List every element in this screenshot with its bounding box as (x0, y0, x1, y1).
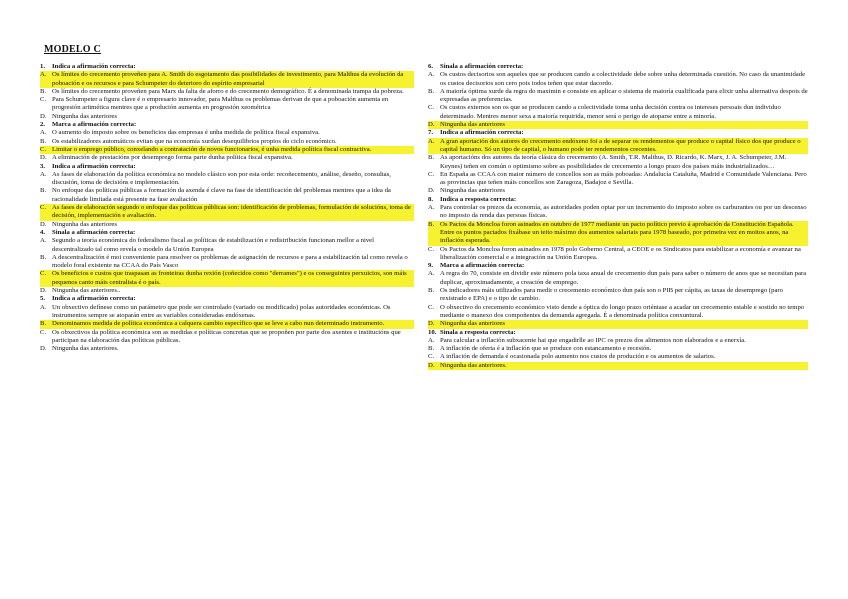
option-letter: C. (40, 204, 52, 221)
answer-option (40, 345, 414, 353)
option-letter: B. (428, 154, 435, 162)
question-number: 3. (40, 162, 46, 170)
option-text: Os límites do crecemento proveñen para Marx da falta de aforro e do crecemento demográfico. É a denominada trampa da pobreza. (52, 87, 404, 95)
option-letter: D. (40, 112, 47, 120)
option-letter: A. (428, 138, 440, 155)
option-letter: A. (40, 170, 47, 178)
option-text: Denominamos medida de política económica a calquera cambio específico que se leve a cabo nun determinado instrumento. (52, 320, 414, 328)
option-text: Segundo a teoría económica do federalismo fiscal as políticas de estabilización e redistribución funcionan mellor a nivel descentralizado tal como revela o modelo da Unión Europea (52, 237, 375, 253)
option-text: Os Pactos da Moncloa foron asinados en 1978 polo Goberno Central, a CEOE e os Sindicatos para estabilizar a economía e avanzar na liberalización comercial e a integración na Unión Europea. (440, 245, 801, 261)
question-heading (40, 295, 414, 303)
question-item (40, 163, 414, 229)
option-letter: A. (40, 129, 47, 137)
option-text: O aumento do imposto sobre os beneficios das empresas é unha medida de política fiscal expansiva. (52, 129, 320, 137)
question-item (40, 63, 414, 121)
answer-option (40, 171, 414, 188)
question-prompt: Indica a afirmación correcta: (52, 162, 136, 170)
question-heading (40, 121, 414, 129)
answer-option (428, 345, 808, 353)
answer-option (428, 353, 808, 361)
option-text: A eliminación de prestacións por desemprego forma parte dunha política fiscal expansiva. (52, 154, 293, 162)
answer-option (40, 304, 414, 321)
answer-option-highlighted (40, 71, 414, 88)
answer-option (40, 88, 414, 96)
option-text: A descentralización é moi conveniente para resolver os problemas de asignación de recursos e para a estabilización tal como revela o modelo foral existente na CCAA do País Vasco (52, 253, 408, 270)
answer-option (428, 246, 808, 263)
answer-option-highlighted (40, 146, 414, 154)
option-letter: A. (428, 204, 435, 212)
question-number: 8. (428, 195, 434, 203)
option-letter: C. (40, 328, 47, 336)
answer-option-highlighted (428, 138, 808, 155)
question-heading (428, 329, 808, 337)
option-letter: B. (428, 345, 435, 353)
option-letter: A. (428, 71, 435, 79)
answer-option (428, 204, 808, 221)
option-text: As fases de elaboración da política económica no modelo clásico son por esta orde: recoñecemento, análise, deseño, consultas, discusión, toma de decisións e implementación. (52, 170, 391, 187)
question-number: 6. (428, 63, 434, 70)
question-item (428, 196, 808, 262)
option-text: Un obxectivo defínese como un parámetro que pode ser controlado (variado ou modificado) polas autoridades económicas. Os instrumentos sempre se atoparán entre as variables consideradas endóxenas. (52, 303, 391, 319)
question-prompt: Indica a afirmación correcta: (52, 295, 136, 303)
question-item (428, 63, 808, 129)
option-letter: A. (40, 237, 47, 245)
option-text: No enfoque das políticas públicas a formación da axenda é clave na fase de identificación del problemas mentres que a idea da racionalidade limitada está presente na fase avaliación (52, 187, 391, 203)
option-letter: A. (428, 336, 435, 344)
option-text: O obxectivo do crecemento económico visto dende a óptica do longo prazo oriéntase a acadar un crecemento estable e sostido no tempo mediante o manexo dos compoñentes da demanda agregada. É a denominada política conxuntural. (440, 303, 805, 319)
question-number: 2. (40, 121, 46, 129)
option-letter: B. (40, 320, 52, 328)
question-prompt: Marca a afirmación correcta: (440, 262, 525, 270)
question-prompt: Indica a afirmación correcta: (440, 129, 524, 137)
answer-option (428, 104, 808, 121)
option-text: Para calcular a inflación subxacente hai que engadirlle ao IPC os prezos dos alimentos non elaborados e a enerxía. (440, 336, 746, 344)
option-text: Ningunha das anteriores (440, 320, 808, 328)
answer-option (428, 88, 808, 105)
option-letter: C. (40, 96, 47, 104)
option-text: Limitar o emprego público, conxelando a contratación de novos funcionarios, é unha medida política fiscal contractiva. (52, 146, 414, 154)
question-item (428, 129, 808, 195)
question-item (40, 295, 414, 353)
question-prompt: Indica a afirmación correcta: (52, 63, 136, 70)
option-letter: C. (428, 104, 435, 112)
option-text: Os custos externos son os que se producen cando a colectividade toma unha decisión contra os intereses persoais dun individuo determinado. Mentres menor sexa a maioría requirida, menor será o perigo de atoparse entre a minoría. (440, 104, 781, 120)
answer-option (40, 237, 414, 254)
question-number: 1. (40, 63, 46, 70)
option-letter: B. (40, 87, 47, 95)
answer-option (428, 337, 808, 345)
answer-option (428, 154, 808, 171)
option-letter: C. (40, 270, 52, 287)
question-heading (40, 163, 414, 171)
option-letter: C. (428, 303, 435, 311)
question-prompt: Sinala a resposta correcta: (440, 328, 516, 336)
answer-option-highlighted (40, 320, 414, 328)
option-text: A maioría óptima xurde da regra do maximin e consiste en aplicar o sistema de maioría cualificada para elixir unha alternativa despois de expresadas as preferencias. (440, 87, 808, 104)
option-letter: B. (40, 137, 47, 145)
answer-option (428, 71, 808, 88)
question-heading (40, 63, 414, 71)
question-prompt: Indica a resposta correcta: (440, 195, 517, 203)
question-prompt: Sinala a afirmación correcta: (52, 228, 136, 236)
option-letter: B. (40, 253, 47, 261)
option-letter: A. (40, 71, 52, 88)
question-heading (428, 129, 808, 137)
option-letter: D. (40, 154, 47, 162)
question-number: 4. (40, 228, 46, 236)
option-text: Para Schumpeter a figura clave é o empresario innovador, para Malthus os problemas derivan de que a poboación aumenta en progresión aritmética mentres que a produción aumenta en progresión xeométrica (52, 96, 389, 112)
option-letter: D. (40, 345, 47, 353)
answer-option (428, 270, 808, 287)
option-text: Ningunha das anteriores (52, 112, 117, 120)
question-prompt: Marca a afirmación correcta: (52, 121, 137, 129)
option-text: Os Pactos da Moncloa foron asinados en outubro de 1977 mediante un pacto político previo á aprobación da Constitución Española. Entre os puntos pactados fixábase un teito máximo dos aumentos salariais para 1978 baseado, por primeira vez en moitos anos, na inflación esperada. (440, 221, 808, 246)
option-letter: A. (428, 270, 435, 278)
answer-option-highlighted (428, 221, 808, 246)
option-letter: C. (428, 353, 435, 361)
answer-option-highlighted (40, 270, 414, 287)
option-letter: D. (428, 121, 440, 129)
answer-option (40, 221, 414, 229)
answer-option (428, 187, 808, 195)
right-column (428, 63, 808, 370)
answer-option (428, 287, 808, 304)
question-prompt: Sinala a afirmación correcta: (440, 63, 524, 70)
option-text: Os obxectivos da política económica son as medidas e políticas concretas que se propoñen por parte dos axentes e institucións que participan na elaboración das políticas públicas. (52, 328, 401, 344)
option-letter: B. (428, 221, 440, 246)
answer-option (40, 154, 414, 162)
answer-option (40, 129, 414, 137)
option-letter: D. (428, 362, 440, 370)
question-item (428, 262, 808, 328)
question-heading (428, 196, 808, 204)
answer-option (40, 113, 414, 121)
option-text: Os límites do crecemento proveñen para A. Smith do esgotamento das posibilidades de investimento, para Malthus da evolución da poboación e os recursos e para Schumpeter do deterioro do espírito empresarial (52, 71, 414, 88)
option-letter: C. (428, 245, 435, 253)
option-text: A inflación de oferta é a inflación que se produce con estancamento e recesión. (440, 345, 652, 353)
option-letter: D. (40, 287, 47, 295)
answer-option (40, 187, 414, 204)
option-text: Ningunha das anteriores. (440, 362, 808, 370)
document-title: MODELO C (44, 44, 101, 55)
answer-option (40, 96, 414, 113)
question-item (40, 121, 414, 162)
option-letter: A. (40, 303, 47, 311)
option-letter: D. (428, 320, 440, 328)
option-text: As fases de elaboración segundo o enfoque das políticas públicas son: identificación de problemas, formulación de solucións, toma de decisión, implementación e avaliación. (52, 204, 414, 221)
question-number: 5. (40, 295, 46, 303)
answer-option (40, 287, 414, 295)
option-text: Os beneficios e custos que traspasan as fronteiras dunha rexión (coñecidos como "derrames") e os conseguintes perxuicios, son máis pequenos canto máis centralista é o país. (52, 270, 414, 287)
option-letter: C. (428, 170, 435, 178)
question-item (428, 329, 808, 370)
option-text: A gran aportación dos autores do crecemento endóxeno foi a de separar os rendementos que produce o capital físico dos que produce o capital humano. Só un tipo de capital, o humano pode ter rendementos crecentes. (440, 138, 808, 155)
question-heading (428, 63, 808, 71)
option-letter: B. (428, 287, 435, 295)
option-text: A inflación de demanda é ocasionada polo aumento nos custos de produción e os aumentos de salarios. (440, 353, 716, 361)
option-text: Ningunha das anteriores (440, 121, 808, 129)
answer-option-highlighted (40, 204, 414, 221)
answer-option (40, 329, 414, 346)
question-item (40, 229, 414, 295)
option-letter: C. (40, 146, 52, 154)
option-text: Para controlar os prezos da economía, as autoridades poden optar por un incremento do imposto sobre os carburantes ou por un descenso no imposto da renda das persoas físicas. (440, 204, 807, 220)
question-number: 10. (428, 328, 437, 336)
left-column (40, 63, 414, 353)
option-text: A regra do 70, consiste en dividir este número pola taxa anual de crecemento dun país para saber o número de anos que se necesitan para duplicar, aproximadamente, a creación de emprego. (440, 270, 807, 286)
option-text: As aportacións dos autores da teoría clásica do crecemento (A. Smith, T.R. Malthus, D. Ricardo, K. Marx, J. A. Schumpeter, J.M. Keynes) teñen en común o optimismo sobre as posibilidades de crecemento a longo prazo dos países máis industrializados… (440, 154, 787, 170)
answer-option-highlighted (428, 320, 808, 328)
option-text: Ningunha das anteriores (52, 220, 117, 228)
question-number: 9. (428, 262, 434, 270)
option-letter: D. (40, 220, 47, 228)
answer-option-highlighted (428, 121, 808, 129)
question-heading (40, 229, 414, 237)
answer-option (428, 171, 808, 188)
question-heading (428, 262, 808, 270)
answer-option (428, 304, 808, 321)
option-letter: D. (428, 187, 435, 195)
option-text: Ningunha das anteriores (440, 187, 505, 195)
answer-option-highlighted (428, 362, 808, 370)
answer-option (40, 138, 414, 146)
option-text: Os estabilizadores automáticos evitan que na economía xurdan desequilibrios propios do ciclo económico. (52, 137, 337, 145)
option-text: Ningunha das anteriores. (52, 345, 119, 353)
option-text: Os custos decisorios son aqueles que se producen cando a colectividade debe sobre unha determinada cuestión. No caso da unanimidade os custos decisorios son cero pois todos teñen que estar dacordo. (440, 71, 806, 87)
answer-option (40, 254, 414, 271)
option-text: Ningunha das anteriores.. (52, 287, 121, 295)
question-number: 7. (428, 129, 434, 137)
option-letter: B. (40, 187, 47, 195)
option-text: Os indicadores máis utilizados para medir o crecemento económico dun país son o PIB per cápita, as taxas de desemprego (paro rexistrado e EPA) e o tipo de cambio. (440, 287, 783, 303)
option-letter: B. (428, 87, 435, 95)
option-text: En España as CCAA con maior número de concellos son as máis poboadas: Andalucía Cataluña, Madrid e Comunidade Valenciana. Pero as provincias que teñen máis concellos son Zaragoza, Badajoz e Sevilla. (440, 170, 807, 187)
